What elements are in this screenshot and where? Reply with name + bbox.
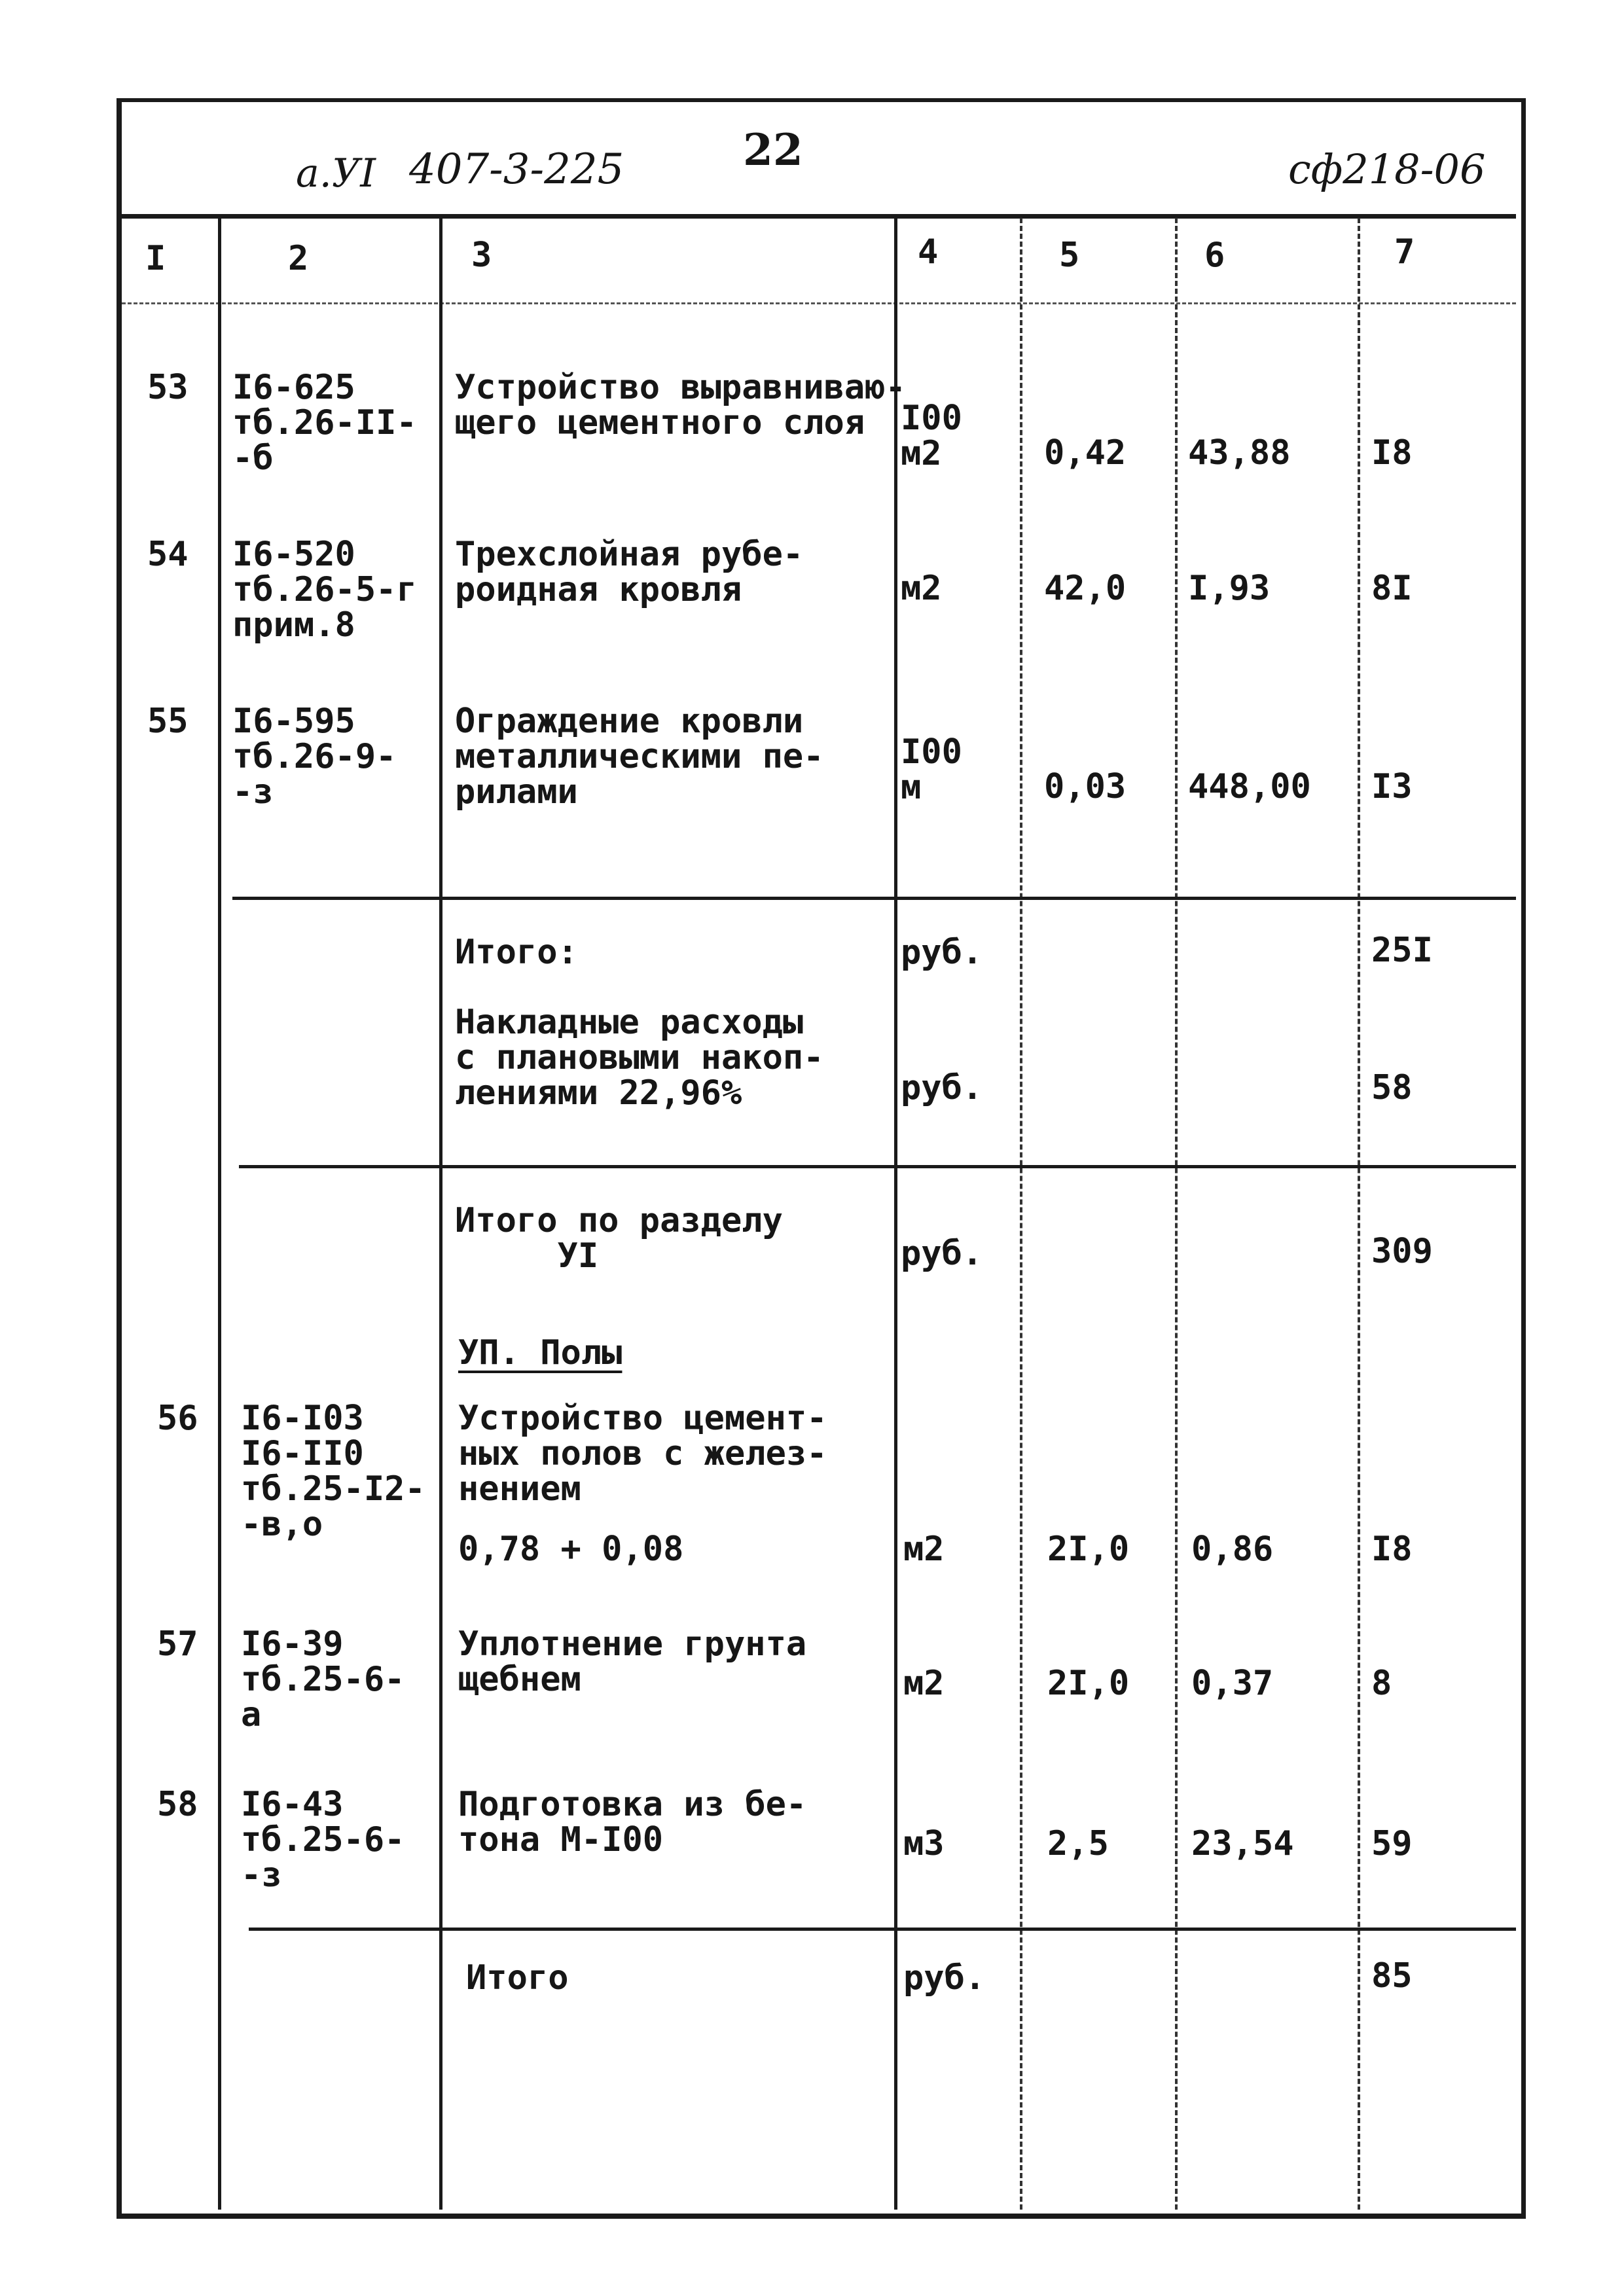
column-header-7: 7 [1394,232,1415,272]
unit: руб. [901,933,983,972]
section-total-divider [239,1165,1516,1168]
total-label: Итого [466,1958,569,1998]
total-cost: I8 [1371,433,1413,473]
column-line-4 [1020,218,1022,2210]
work-description: Уплотнение грунта щебнем [458,1624,807,1699]
work-description: Подготовка из бе- тона М-I00 [458,1785,807,1859]
unit: м2 [903,1530,945,1569]
unit: I00 м [901,732,962,807]
column-line-1 [218,218,221,2210]
total-cost: 8 [1371,1664,1392,1703]
total-value: 85 [1371,1956,1413,1996]
column-header-1: I [145,239,166,278]
subtotal-label: Итого: [455,933,578,972]
work-description: Устройство выравниваю- щего цементного слоя [455,368,906,442]
overhead-label: Накладные расходы с плановыми накоп- лениями 22,96% [455,1003,824,1113]
total-cost: I3 [1371,767,1413,806]
column-header-2: 2 [288,239,309,278]
total-cost: 59 [1371,1824,1413,1863]
unit: руб. [901,1234,983,1273]
unit-price: I,93 [1188,569,1271,608]
unit-price: 0,86 [1191,1530,1274,1569]
row-number: 57 [157,1624,198,1664]
work-description: Ограждение кровли металлическими пе- рилами [455,702,824,812]
quantity-formula: 0,78 + 0,08 [458,1530,684,1569]
norm-code: I6-43 тб.25-6- -з [241,1785,405,1895]
work-description: Устройство цемент- ных полов с желез- нением [458,1399,827,1509]
unit: I00 м2 [901,399,962,473]
column-line-2 [439,218,442,2210]
project-code: 407-3-225 [409,145,624,194]
subtotal-value: 25I [1371,931,1433,970]
row-number: 55 [147,702,189,741]
column-line-3 [894,218,897,2210]
unit: м2 [903,1664,945,1703]
row-number: 58 [157,1785,198,1824]
column-line-6 [1358,218,1360,2210]
column-number-divider [122,302,1516,304]
unit-price: 23,54 [1191,1824,1294,1863]
quantity: 2,5 [1047,1824,1109,1863]
total-cost: 8I [1371,569,1413,608]
row-number: 56 [157,1399,198,1438]
page-number: 22 [743,124,803,175]
column-header-6: 6 [1204,236,1225,275]
norm-code: I6-I03 I6-II0 тб.25-I2- -в,о [241,1399,425,1544]
quantity: 2I,0 [1047,1664,1130,1703]
header-divider [122,214,1516,219]
quantity: 42,0 [1044,569,1127,608]
row-number: 53 [147,368,189,407]
norm-code: I6-39 тб.25-6- а [241,1624,405,1734]
unit: м2 [901,569,942,608]
column-line-5 [1175,218,1178,2210]
section-total-value: 309 [1371,1232,1433,1271]
quantity: 0,03 [1044,767,1127,806]
album-ref: a.УI [296,151,376,196]
section-total-label: Итого по разделу УI [455,1201,783,1276]
norm-code: I6-520 тб.26-5-г прим.8 [232,535,417,645]
unit: м3 [903,1824,945,1863]
norm-code: I6-595 тб.26-9- -з [232,702,397,812]
section-heading: УП. Полы [458,1333,623,1372]
total-cost: I8 [1371,1530,1413,1569]
sheet-code: сф218-06 [1288,145,1486,193]
unit-price: 43,88 [1188,433,1291,473]
unit: руб. [901,1068,983,1107]
final-total-divider [249,1928,1516,1931]
norm-code: I6-625 тб.26-II- -б [232,368,417,478]
row-number: 54 [147,535,189,574]
unit-price: 448,00 [1188,767,1311,806]
unit: руб. [903,1958,986,1998]
column-header-3: 3 [471,236,492,275]
quantity: 2I,0 [1047,1530,1130,1569]
column-header-5: 5 [1059,236,1080,275]
quantity: 0,42 [1044,433,1127,473]
unit-price: 0,37 [1191,1664,1274,1703]
overhead-value: 58 [1371,1068,1413,1107]
work-description: Трехслойная рубе- роидная кровля [455,535,804,609]
column-header-4: 4 [918,232,939,272]
subtotal-divider [232,897,1516,900]
